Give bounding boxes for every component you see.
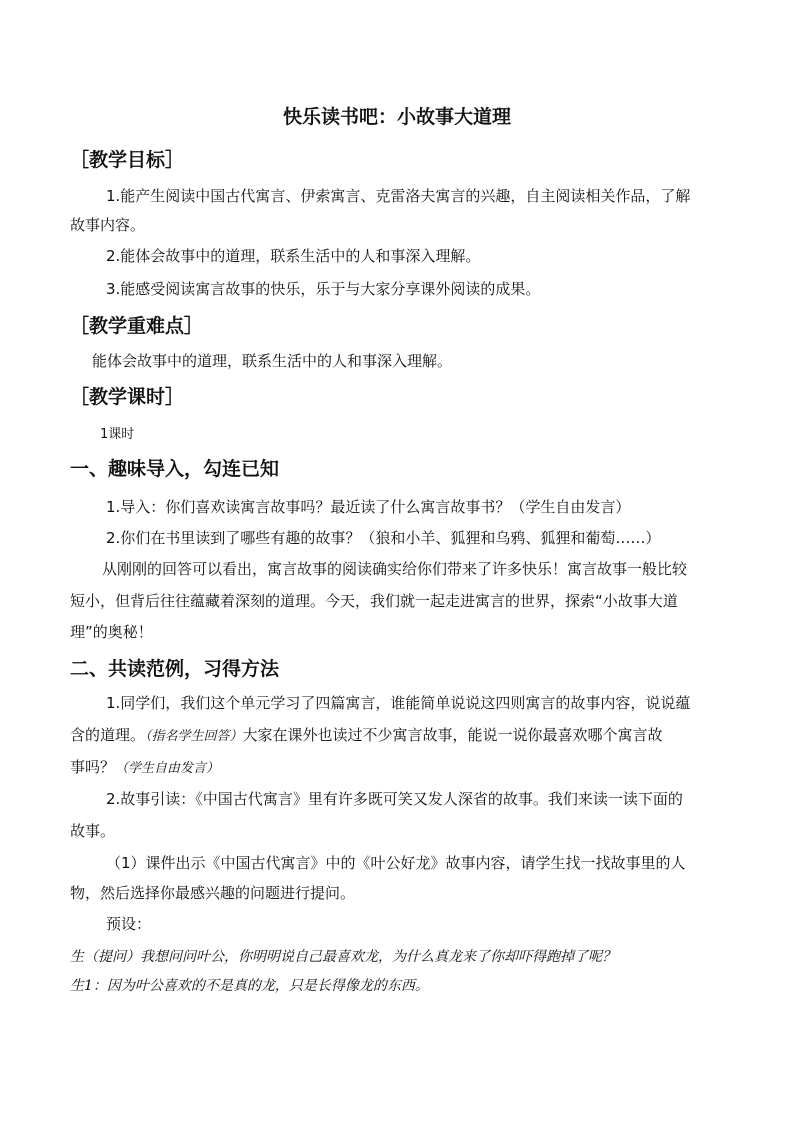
part2-heading: 二、共读范例，习得方法 [70,658,280,680]
part2-line-4: 2.故事引读：《中国古代寓言》里有许多既可笑又发人深省的故事。我们来读一读下面的 [106,790,683,808]
part1-line-1: 1.导入：你们喜欢读寓言故事吗？最近读了什么寓言故事书？（学生自由发言） [106,498,631,516]
part2-line-2-b: 大家在课外也读过不少寓言故事，能说一说你最喜欢哪个寓言故 [242,726,663,744]
part2-line-6: （1）课件出示《中国古代寓言》中的《叶公好龙》故事内容，请学生找一找故事里的人 [106,854,686,872]
key-points-text: 能体会故事中的道理，联系生活中的人和事深入理解。 [92,352,453,370]
document-title: 快乐读书吧：小故事大道理 [282,106,511,128]
part2-line-8: 预设： [106,915,152,933]
part1-line-4: 短小，但背后往往蕴藏着深刻的道理。今天，我们就一起走进寓言的世界，探索“小故事大道 [70,592,678,610]
part2-line-2-a: 含的道理。 [70,726,146,744]
hours-text: 1课时 [100,427,135,442]
part2-line-9: 生（提问）我想问问叶公，你明明说自己最喜欢龙，为什么真龙来了你却吓得跑掉了呢？ [70,949,616,965]
objectives-heading: ［教学目标］ [70,149,185,171]
part1-line-5: 理”的奥秘！ [70,623,153,641]
part2-note-1: （指名学生回答） [145,729,243,744]
hours-heading: ［教学课时］ [70,386,185,408]
part2-line-1: 1.同学们，我们这个单元学习了四篇寓言，谁能简单说说这四则寓言的故事内容，说说蕴 [106,694,691,712]
part1-heading: 一、趣味导入，勾连已知 [70,458,280,480]
part2-line-3-a: 事吗？ [70,758,116,776]
objective-line-1: 1.能产生阅读中国古代寓言、伊索寓言、克雷洛夫寓言的兴趣，自主阅读相关作品，了解 [106,187,691,205]
part2-line-2 [70,724,663,748]
objective-line-3: 3.能感受阅读寓言故事的快乐，乐于与大家分享课外阅读的成果。 [106,280,541,298]
objective-line-2: 2.能体会故事中的道理，联系生活中的人和事深入理解。 [106,247,481,265]
part2-line-5: 故事。 [70,822,116,840]
part1-line-2: 2.你们在书里读到了哪些有趣的故事？（狼和小羊、狐狸和乌鸦、狐狸和葡萄……） [106,529,661,547]
part2-line-7: 物，然后选择你最感兴趣的问题进行提问。 [70,884,356,902]
part1-line-3: 从刚刚的回答可以看出，寓言故事的阅读确实给你们带来了许多快乐！寓言故事一般比较 [102,560,688,578]
part2-line-10: 生1：因为叶公喜欢的不是真的龙，只是长得像龙的东西。 [70,978,429,994]
objective-line-1-cont: 故事内容。 [70,216,146,234]
part2-line-3 [70,756,219,780]
key-points-heading: ［教学重难点］ [70,315,204,337]
part2-note-2: （学生自由发言） [115,761,220,776]
